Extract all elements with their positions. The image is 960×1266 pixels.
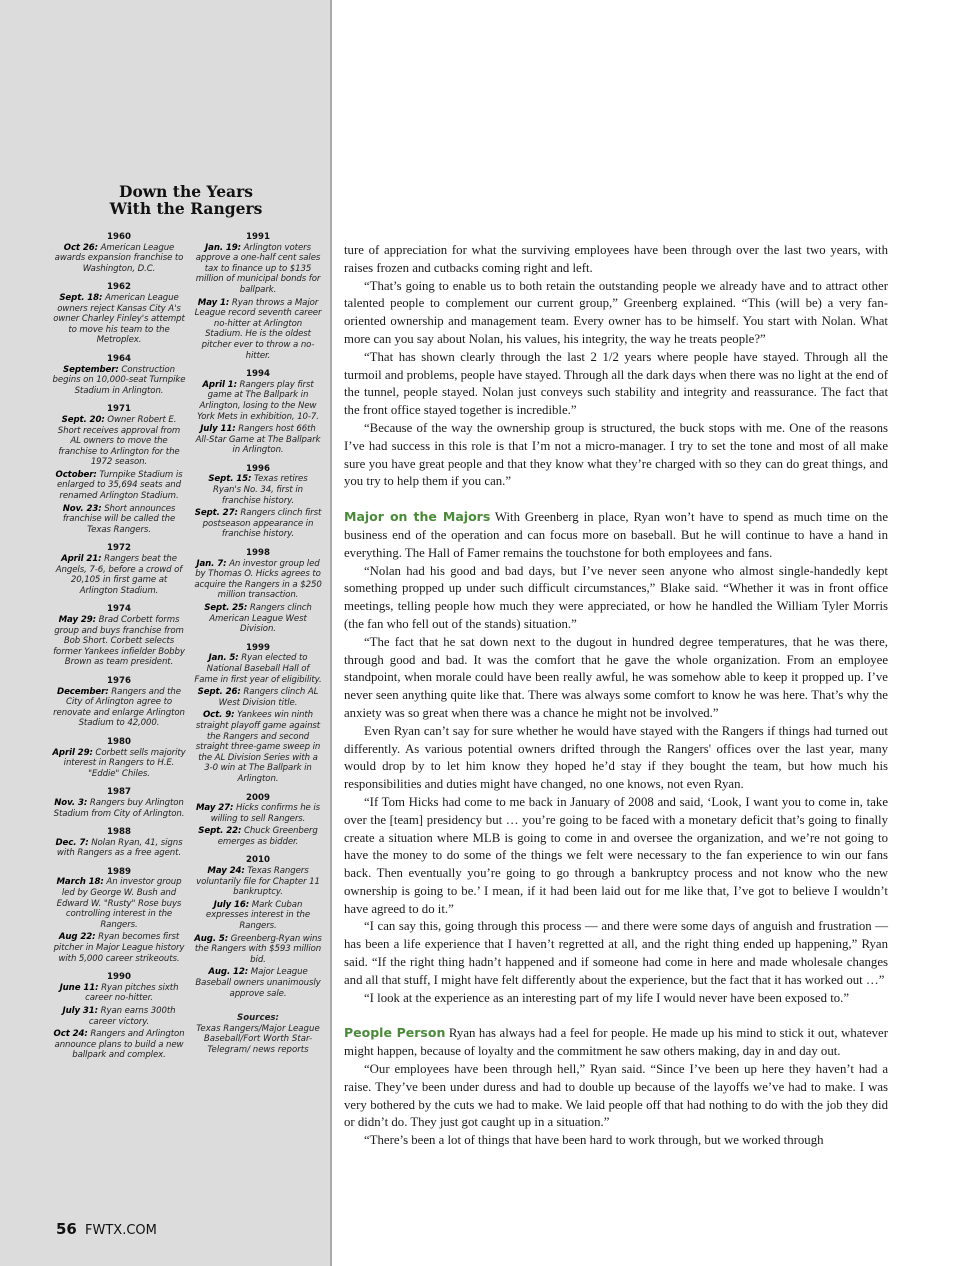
timeline-event-text: Texas Rangers voluntarily file for Chapter 11 bankruptcy.: [196, 866, 320, 898]
timeline-event: [52, 1029, 186, 1061]
timeline-event: [194, 243, 322, 296]
section-lead-text: With Greenberg in place, Ryan won’t have to spend as much time on the business end of the operation and can focus more on baseball. But he will continue to have a hand in everything. The Hall of Famer remains the touchstone for both employees and fans.: [344, 510, 888, 560]
timeline-event: [52, 983, 186, 1004]
timeline-event-text: Rangers clinch first postseason appearance in franchise history.: [202, 508, 322, 540]
timeline-event: [194, 653, 322, 685]
article-paragraph: “That has shown clearly through the last 2 1/2 years where people have stayed. Through all the turmoil and problems, people have stayed. Through all the dark days when there was no light at the end of the tunnel, people stayed. Nolan just conveys such stability and integrity and reassurance. The fact that the front office stayed together is incredible.”: [344, 349, 888, 418]
timeline-event: [194, 380, 322, 422]
sources-note: [194, 1013, 322, 1055]
timeline-event: [52, 415, 186, 468]
timeline-event-text: Major League Baseball owners unanimously approve sale.: [195, 967, 321, 999]
timeline-event-date: May 24:: [207, 866, 245, 877]
timeline-right-items: [194, 232, 322, 999]
timeline-event: [52, 293, 186, 346]
article-paragraph: “The fact that he sat down next to the dugout in hundred degree temperatures, that he was there, through good and bad. It was the comfort that he gave the whole organization. From an employee standpoint, when morale could have been really awful, he was somehow able to keep it propped up. I’ve never seen anything quite like that. There was always some comfort to know he was here. That’s why the anxiety was so great when there was a chance he might not be involved.”: [344, 634, 888, 720]
timeline-event: [194, 866, 322, 898]
timeline-event-date: June 11:: [59, 982, 99, 993]
timeline-event-date: July 11:: [200, 424, 236, 435]
article-paragraph: “Nolan had his good and bad days, but I’ve never seen anyone who almost single-handedly kept something propped up under such difficult circumstances,” Blake said. “Whether it was in front office meetings, telling people how much they were appreciated, or how he handled the William Tyler Morris (the fan who fell out of the stands) situation.”: [344, 563, 888, 631]
timeline-event-date: Nov. 3:: [54, 797, 88, 808]
timeline-event: [194, 508, 322, 540]
timeline-event-text: Short announces franchise will be called the Texas Rangers.: [62, 503, 176, 535]
timeline-event-date: Aug 22:: [58, 932, 96, 943]
timeline-event: [52, 504, 186, 536]
timeline-event-text: Rangers and the City of Arlington agree to renovate and enlarge Arlington Stadium to 42,000.: [53, 686, 185, 729]
timeline-event-text: Rangers clinch AL West Division title.: [218, 687, 319, 708]
timeline-year: 1964: [107, 353, 131, 364]
timeline-year: 1960: [107, 232, 131, 242]
article-body: [344, 242, 888, 1150]
timeline-event: [194, 900, 322, 932]
timeline-event: [194, 967, 322, 999]
timeline-year: 2009: [246, 792, 270, 803]
timeline-event-date: Dec. 7:: [55, 837, 89, 848]
timeline-year: 1996: [246, 463, 270, 474]
timeline-event: [194, 803, 322, 824]
timeline-year: 1999: [246, 642, 270, 653]
timeline-event: [194, 603, 322, 635]
timeline-event-date: September:: [63, 364, 119, 375]
timeline-year: 1971: [107, 404, 131, 415]
timeline-event-text: Rangers host 66th All-Star Game at The Ballpark in Arlington.: [195, 424, 321, 456]
timeline-event-text: Rangers play first game at The Ballpark in Arlington, losing to the New York Mets in exhibition, 10-7.: [197, 379, 319, 422]
timeline-event: [194, 687, 322, 708]
timeline-event: [52, 798, 186, 819]
timeline-event-text: Rangers beat the Angels, 7-6, before a crowd of 20,105 in first game at Arlington Stadium.: [55, 554, 183, 596]
timeline-event: [194, 424, 322, 456]
timeline-event-text: Owner Robert E. Short receives approval from AL owners to move the franchise to Arlington for the 1972 season.: [57, 414, 181, 468]
timeline-right-column: [194, 232, 322, 1056]
timeline-event-text: Hicks confirms he is willing to sell Rangers.: [210, 803, 321, 824]
timeline-event-date: Sept. 27:: [194, 508, 238, 519]
timeline-event-date: July 16:: [213, 899, 250, 910]
sidebar-title-line2: With the Rangers: [109, 199, 263, 218]
timeline-event-text: Greenberg-Ryan wins the Rangers with $593 million bid.: [194, 933, 322, 965]
sources-text: Texas Rangers/Major League Baseball/Fort Worth Star-Telegram/ news reports: [196, 1023, 320, 1055]
site-name: FWTX.COM: [85, 1223, 157, 1238]
timeline-event-text: American League awards expansion franchise to Washington, D.C.: [54, 242, 184, 274]
section-major-on-the-majors: [344, 508, 888, 562]
timeline-event-text: Chuck Greenberg emerges as bidder.: [217, 826, 318, 847]
article-paragraph: “Our employees have been through hell,” Ryan said. “Since I’ve been up here they haven’t had a raise. They’ve been under duress and had to double up because of the layoffs we’ve had to make. I was very bothered by the cuts we had to make. We laid people off that had nothing to do with the job they did or didn’t do. They just got caught up in a situation.”: [344, 1062, 888, 1130]
timeline-event: [52, 1006, 186, 1027]
sidebar-title-line1: Down the Years: [119, 182, 253, 201]
timeline-event-text: Rangers buy Arlington Stadium from City of Arlington.: [53, 797, 185, 819]
timeline-year: 1987: [107, 787, 131, 798]
timeline-event-date: Aug. 5:: [194, 933, 229, 944]
timeline-event: [194, 934, 322, 966]
timeline-year: 1972: [107, 543, 131, 554]
timeline-event-text: Rangers and Arlington announce plans to build a new ballpark and complex.: [54, 1029, 185, 1061]
timeline-event-text: Yankees win ninth straight playoff game against the Rangers and second straight three-game sweep in the AL Division Series with a 3-0 win at The Ballpark in Arlington.: [195, 710, 321, 784]
timeline-event-date: Oct. 9:: [202, 710, 235, 721]
timeline-event-date: Jan. 19:: [205, 242, 241, 253]
timeline-event-text: Ryan earns 300th career victory.: [88, 1006, 176, 1027]
timeline-event-date: Aug. 12:: [208, 967, 249, 978]
timeline-event-text: American League owners reject Kansas City A's owner Charley Finley's attempt to move his team to the Metroplex.: [53, 292, 185, 346]
timeline-event: [194, 474, 322, 506]
article-paragraph: “That’s going to enable us to both retain the outstanding people we already have and to attract other talented people to complement our current group,” Greenberg explained. “This (will be) a very fan-oriented ownership and management team. Every owner has to be himself. You start with Nolan. What more can you say about Nolan, his values, his integrity, the way he treats people?”: [344, 278, 888, 346]
timeline-event-text: Nolan Ryan, 41, signs with Rangers as a free agent.: [56, 837, 183, 859]
timeline-event-date: December:: [57, 686, 109, 697]
timeline-event-date: Jan. 5:: [208, 653, 239, 664]
timeline-event: [52, 687, 186, 729]
timeline-event-date: October:: [55, 469, 97, 480]
timeline-event-text: Rangers clinch American League West Division.: [209, 603, 312, 635]
article-paragraph: “If Tom Hicks had come to me back in January of 2008 and said, ‘Look, I want you to come in, take over the [team] presidency but … you’re going to be faced with a monetary deficit that’s going to finally create a situation where MLB is going to come in and oversee the organization, and we’re not going to have the money to do some of the things we felt were necessary to the fan experience to win our fans back. Then eventually you’re going to go through a bankruptcy process and not know who the new ownership is going to be.’ I mean, if it had been laid out for me like that, I’ve got to believe I wouldn’t have agreed to do it.”: [344, 794, 888, 916]
timeline-event-date: May 29:: [58, 615, 96, 625]
timeline-left-column: [52, 232, 186, 1063]
timeline-event: [52, 365, 186, 397]
timeline-event-date: July 31:: [62, 1006, 98, 1016]
timeline-event-text: An investor group led by George W. Bush and Edward W. "Rusty" Rose buys controlling interest in the Rangers.: [56, 877, 182, 930]
article-paragraph: “Because of the way the ownership group is structured, the buck stops with me. One of the reasons I’ve had success in this role is that I’m not a micro-manager. I try to set the tone and most of all make sure you have great people and that they know what they’re charged with so they can do great things, and you try to help them if you can.”: [344, 420, 888, 489]
timeline-event-text: Ryan pitches sixth career no-hitter.: [85, 982, 179, 1004]
timeline-year: 1988: [107, 827, 131, 838]
article-paragraph: “I look at the experience as an interesting part of my life I would never have been exposed to.”: [364, 990, 850, 1005]
timeline-year: 1962: [107, 282, 131, 293]
article-paragraph: ture of appreciation for what the surviving employees have been through over the last two years, with raises frozen and cutbacks coming right and left.: [344, 243, 888, 275]
timeline-event-date: Sept. 25:: [204, 603, 248, 613]
article-paragraph: Even Ryan can’t say for sure whether he would have stayed with the Rangers if things had turned out differently. As various potential owners drifted through the Rangers' offices over the last year, many would drop by to let him know they hoped he’d stay if they bought the team, but how much his responsibilities and duties might have changed, no one knows, not even Ryan.: [344, 723, 888, 792]
timeline-event: [52, 838, 186, 859]
section-heading: Major on the Majors: [344, 509, 491, 525]
timeline-event-date: Oct 26:: [63, 242, 98, 253]
page-footer: [56, 1220, 157, 1238]
sidebar-title: [86, 183, 286, 217]
timeline-event-text: Ryan becomes first pitcher in Major League history with 5,000 career strikeouts.: [53, 932, 185, 964]
timeline-event: [52, 932, 186, 964]
timeline-event-date: Sept. 22:: [198, 826, 242, 837]
timeline-event-date: Sept. 26:: [197, 687, 241, 698]
timeline-event: [52, 470, 186, 502]
timeline-event: [194, 298, 322, 362]
timeline-event-text: Corbett sells majority interest in Rangers to H.E. "Eddie" Chiles.: [63, 747, 186, 779]
section-lead-text: Ryan has always had a feel for people. He made up his mind to stick it out, whatever might happen, because of loyalty and the commitment he saw others making, day in and day out.: [344, 1026, 888, 1059]
timeline-event-date: Oct 24:: [53, 1029, 88, 1040]
timeline-event-date: Sept. 15:: [208, 474, 252, 485]
timeline-event-text: Brad Corbett forms group and buys franchise from Bob Short. Corbett selects former Yankees infielder Bobby Brown as team president.: [53, 615, 185, 668]
timeline-event-date: April 21:: [61, 554, 102, 565]
timeline-event-date: May 27:: [195, 803, 234, 814]
timeline-event-text: Construction begins on 10,000-seat Turnpike Stadium in Arlington.: [52, 364, 186, 396]
timeline-event-text: Turnpike Stadium is enlarged to 35,694 seats and renamed Arlington Stadium.: [57, 469, 183, 502]
section-people-person: [344, 1024, 888, 1061]
timeline-event-text: Arlington voters approve a one-half cent sales tax to finance up to $135 million of municipal bonds for ballpark.: [195, 242, 321, 295]
timeline-event: [52, 748, 186, 780]
timeline-event: [52, 615, 186, 668]
timeline-event: [194, 559, 322, 601]
timeline-year: 1980: [107, 736, 131, 747]
timeline-event-date: April 1:: [202, 379, 237, 390]
timeline-year: 1991: [246, 232, 270, 242]
timeline-event: [194, 710, 322, 784]
article-paragraph: “There’s been a lot of things that have been hard to work through, but we worked through: [364, 1133, 824, 1148]
timeline-event-date: Jan. 7:: [196, 558, 227, 569]
timeline-event-date: Sept. 20:: [61, 414, 105, 425]
timeline-event-text: Texas retires Ryan's No. 34, first in franchise history.: [213, 474, 308, 506]
timeline-event: [194, 826, 322, 847]
timeline-event-date: Sept. 18:: [59, 292, 103, 303]
timeline-event-date: Nov. 23:: [62, 503, 102, 514]
page-number: 56: [56, 1220, 77, 1238]
timeline-event-date: April 29:: [52, 747, 93, 758]
timeline-event-text: Ryan throws a Major League record seventh career no-hitter at Arlington Stadium. He is the oldest pitcher ever to throw a no-hitter.: [194, 297, 322, 361]
timeline-event-text: Ryan elected to National Baseball Hall of Fame in first year of eligibility.: [194, 653, 322, 685]
timeline-event-date: May 1:: [197, 297, 230, 308]
timeline-year: 1998: [246, 548, 270, 559]
timeline-event-text: An investor group led by Thomas O. Hicks agrees to acquire the Rangers in a $250 million transaction.: [194, 558, 322, 601]
timeline-event-text: Mark Cuban expresses interest in the Rangers.: [205, 899, 311, 932]
timeline-event: [52, 877, 186, 930]
timeline-year: 1990: [107, 972, 131, 983]
sidebar-divider: [330, 0, 332, 1266]
timeline-year: 2010: [246, 855, 270, 866]
timeline-year: 1976: [107, 675, 131, 686]
section-heading: People Person: [344, 1025, 446, 1041]
timeline-event: [52, 243, 186, 275]
timeline-year: 1989: [107, 866, 131, 877]
timeline-year: 1974: [107, 604, 131, 615]
timeline-year: 1994: [246, 369, 270, 380]
article-paragraph: “I can say this, going through this process — and there were some days of anguish and frustration — has been a life experience that I haven’t regretted at all, and the right thing ended up happening,” Ryan said. “If the right thing hadn’t happened and if someone had come in here and made wholesale changes and all that stuff, I might have felt differently about the experience, but the fact that it has worked out …”: [344, 919, 888, 987]
timeline-event: [52, 554, 186, 596]
sources-heading: Sources:: [237, 1013, 279, 1024]
timeline-event-date: March 18:: [56, 877, 104, 888]
